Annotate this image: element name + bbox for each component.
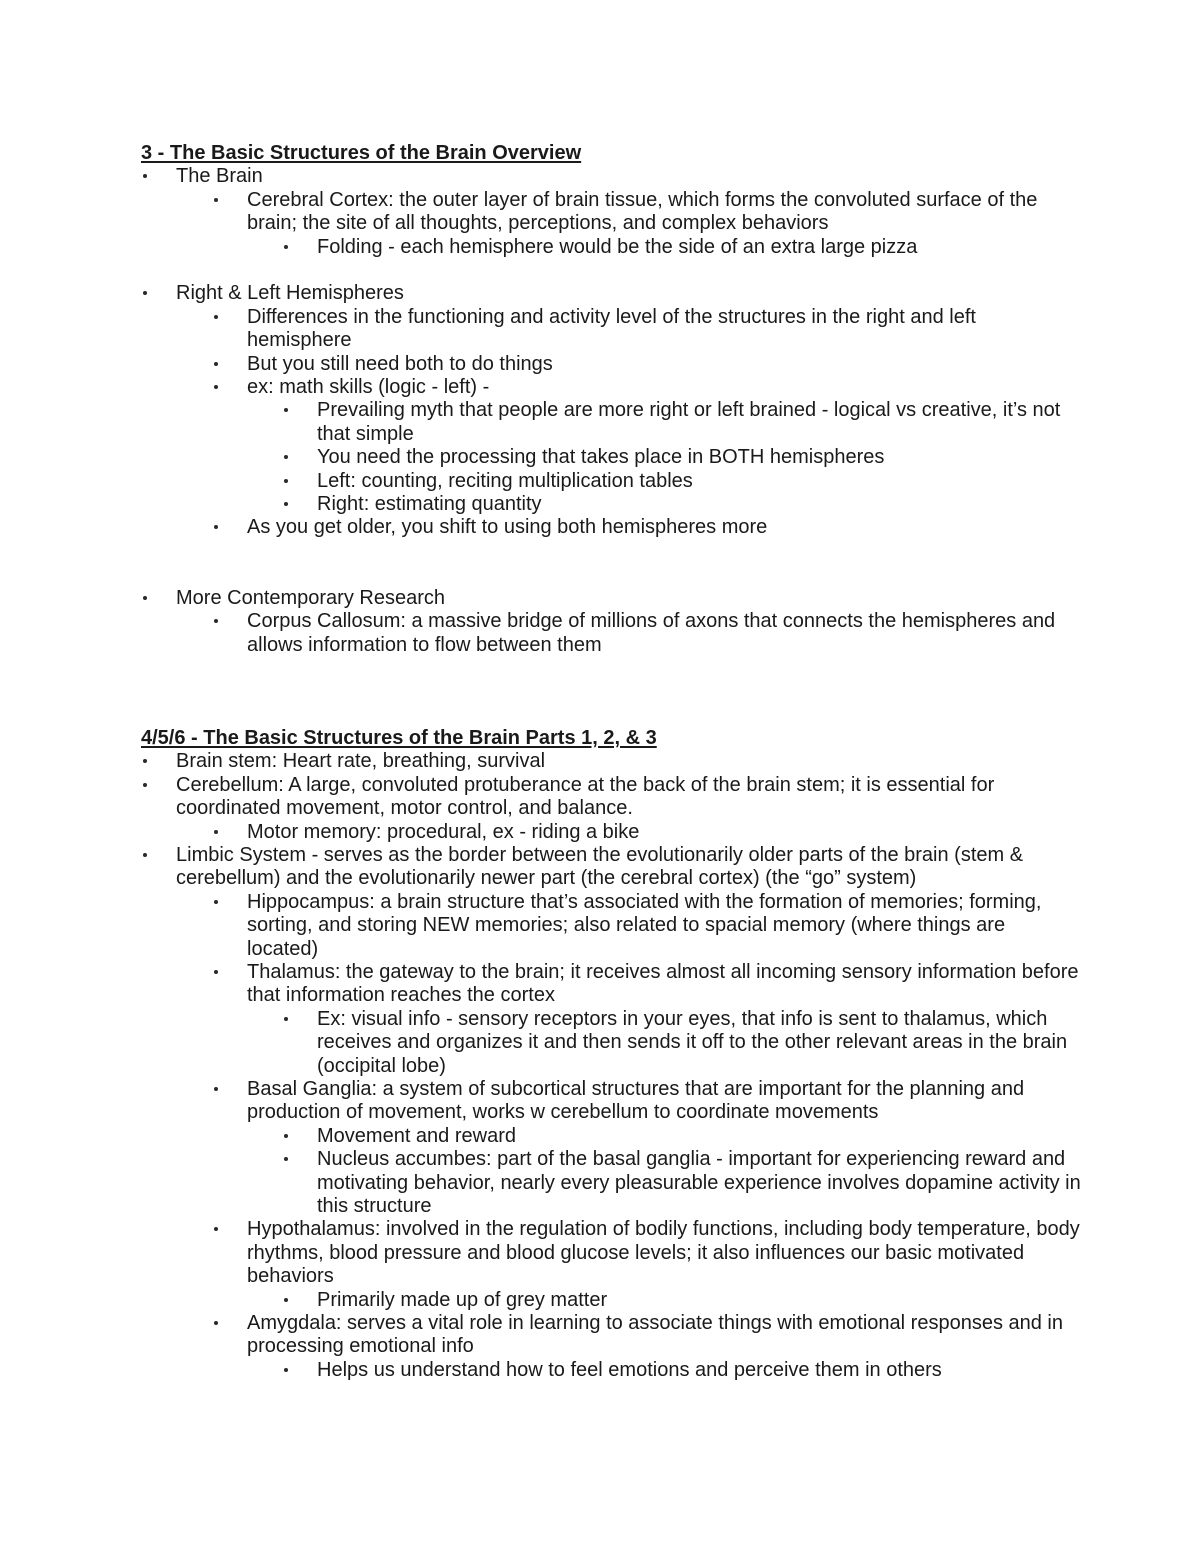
spacer — [141, 540, 1081, 587]
bullet-icon — [214, 619, 218, 623]
list-item — [141, 353, 1081, 376]
list-item-text: Hippocampus: a brain structure that’s associated with the formation of memories; forming, sorting, and storing NEW memories; also related to spacial memory (where things are located) — [247, 890, 1042, 960]
section-heading: 3 - The Basic Structures of the Brain Overview — [141, 142, 582, 164]
list-item — [141, 282, 1081, 305]
list-item-text: Amygdala: serves a vital role in learning to associate things with emotional responses and in processing emotional info — [247, 1312, 1063, 1358]
bullet-icon — [143, 759, 147, 763]
spacer — [141, 657, 1081, 727]
list-item — [141, 961, 1081, 1008]
list-item — [141, 1125, 1081, 1148]
bullet-list — [141, 282, 1081, 539]
bullet-icon — [214, 830, 218, 834]
spacer — [141, 259, 1081, 282]
bullet-icon — [284, 1134, 288, 1138]
list-item — [141, 610, 1081, 657]
list-item — [141, 189, 1081, 236]
list-item — [141, 750, 1081, 773]
list-item-text: The Brain — [176, 165, 263, 188]
list-item-text: Folding - each hemisphere would be the side of an extra large pizza — [317, 235, 918, 258]
list-item — [141, 446, 1081, 469]
bullet-icon — [214, 362, 218, 366]
list-item-text: You need the processing that takes place in BOTH hemispheres — [317, 446, 885, 469]
bullet-icon — [143, 596, 147, 600]
bullet-icon — [284, 502, 288, 506]
bullet-icon — [214, 525, 218, 529]
list-item-text: But you still need both to do things — [247, 352, 553, 375]
bullet-icon — [143, 853, 147, 857]
bullet-icon — [214, 1321, 218, 1325]
list-item — [141, 1359, 1081, 1382]
list-item-text: Left: counting, reciting multiplication tables — [317, 469, 693, 492]
bullet-icon — [284, 479, 288, 483]
list-item-text: Hypothalamus: involved in the regulation of bodily functions, including body temperature, body rhythms, blood pressure and blood glucose levels; it also influences our basic motivated behaviors — [247, 1218, 1080, 1288]
bullet-icon — [214, 315, 218, 319]
list-item — [141, 844, 1081, 891]
list-item — [141, 774, 1081, 821]
list-item-text: As you get older, you shift to using both hemispheres more — [247, 516, 768, 539]
bullet-icon — [284, 1017, 288, 1021]
bullet-icon — [143, 783, 147, 787]
list-item-text: More Contemporary Research — [176, 586, 445, 609]
list-item-text: ex: math skills (logic - left) - — [247, 376, 490, 399]
bullet-icon — [143, 291, 147, 295]
list-item — [141, 399, 1081, 446]
list-item-text: Differences in the functioning and activity level of the structures in the right and left hemisphere — [247, 305, 976, 352]
list-item-text: Brain stem: Heart rate, breathing, survival — [176, 750, 546, 773]
list-item — [141, 1078, 1081, 1125]
list-item-text: Thalamus: the gateway to the brain; it receives almost all incoming sensory information before that information reaches the cortex — [247, 960, 1079, 1007]
bullet-list — [141, 587, 1081, 657]
notes-page — [141, 142, 1081, 1382]
list-item-text: Limbic System - serves as the border between the evolutionarily older parts of the brain (stem & cerebellum) and the evolutionarily newer part (the cerebral cortex) (the “go” system) — [176, 843, 1024, 890]
list-item — [141, 1312, 1081, 1359]
list-item-text: Prevailing myth that people are more right or left brained - logical vs creative, it’s not that simple — [317, 399, 1061, 445]
bullet-icon — [214, 1227, 218, 1231]
section-heading: 4/5/6 - The Basic Structures of the Brain Parts 1, 2, & 3 — [141, 726, 657, 749]
bullet-icon — [214, 970, 218, 974]
list-item-text: Nucleus accumbes: part of the basal ganglia - important for experiencing reward and motivating behavior, nearly every pleasurable experience involves dopamine activity in this structure — [317, 1148, 1081, 1218]
list-item — [141, 493, 1081, 516]
list-item — [141, 1008, 1081, 1078]
list-item — [141, 587, 1081, 610]
list-item — [141, 1218, 1081, 1288]
bullet-icon — [214, 1087, 218, 1091]
list-item — [141, 516, 1081, 539]
bullet-icon — [284, 1368, 288, 1372]
list-item — [141, 165, 1081, 188]
bullet-icon — [284, 455, 288, 459]
bullet-icon — [214, 198, 218, 202]
list-item-text: Primarily made up of grey matter — [317, 1288, 608, 1311]
list-item-text: Motor memory: procedural, ex - riding a bike — [247, 820, 640, 843]
list-item-text: Basal Ganglia: a system of subcortical structures that are important for the planning and production of movement, works w cerebellum to coordinate movements — [247, 1078, 1025, 1124]
list-item — [141, 470, 1081, 493]
bullet-icon — [143, 174, 147, 178]
list-item — [141, 236, 1081, 259]
list-item-text: Ex: visual info - sensory receptors in your eyes, that info is sent to thalamus, which receives and organizes it and then sends it off to the other relevant areas in the brain (occipital lobe) — [317, 1007, 1068, 1077]
list-item-text: Right: estimating quantity — [317, 493, 542, 516]
bullet-icon — [284, 408, 288, 412]
list-item-text: Helps us understand how to feel emotions and perceive them in others — [317, 1358, 942, 1381]
list-item-text: Corpus Callosum: a massive bridge of millions of axons that connects the hemispheres and allows information to flow between them — [247, 610, 1056, 656]
bullet-icon — [214, 385, 218, 389]
bullet-icon — [284, 1157, 288, 1161]
list-item-text: Cerebral Cortex: the outer layer of brain tissue, which forms the convoluted surface of the brain; the site of all thoughts, perceptions, and complex behaviors — [247, 188, 1038, 235]
list-item — [141, 1148, 1081, 1218]
bullet-icon — [284, 245, 288, 249]
list-item — [141, 891, 1081, 961]
list-item — [141, 306, 1081, 353]
bullet-list — [141, 750, 1081, 1382]
list-item-text: Cerebellum: A large, convoluted protuberance at the back of the brain stem; it is essential for coordinated movement, motor control, and balance. — [176, 773, 995, 820]
bullet-icon — [284, 1298, 288, 1302]
list-item-text: Right & Left Hemispheres — [176, 282, 404, 305]
bullet-list — [141, 165, 1081, 259]
bullet-icon — [214, 900, 218, 904]
list-item — [141, 1289, 1081, 1312]
list-item-text: Movement and reward — [317, 1124, 516, 1147]
list-item — [141, 821, 1081, 844]
list-item — [141, 376, 1081, 399]
